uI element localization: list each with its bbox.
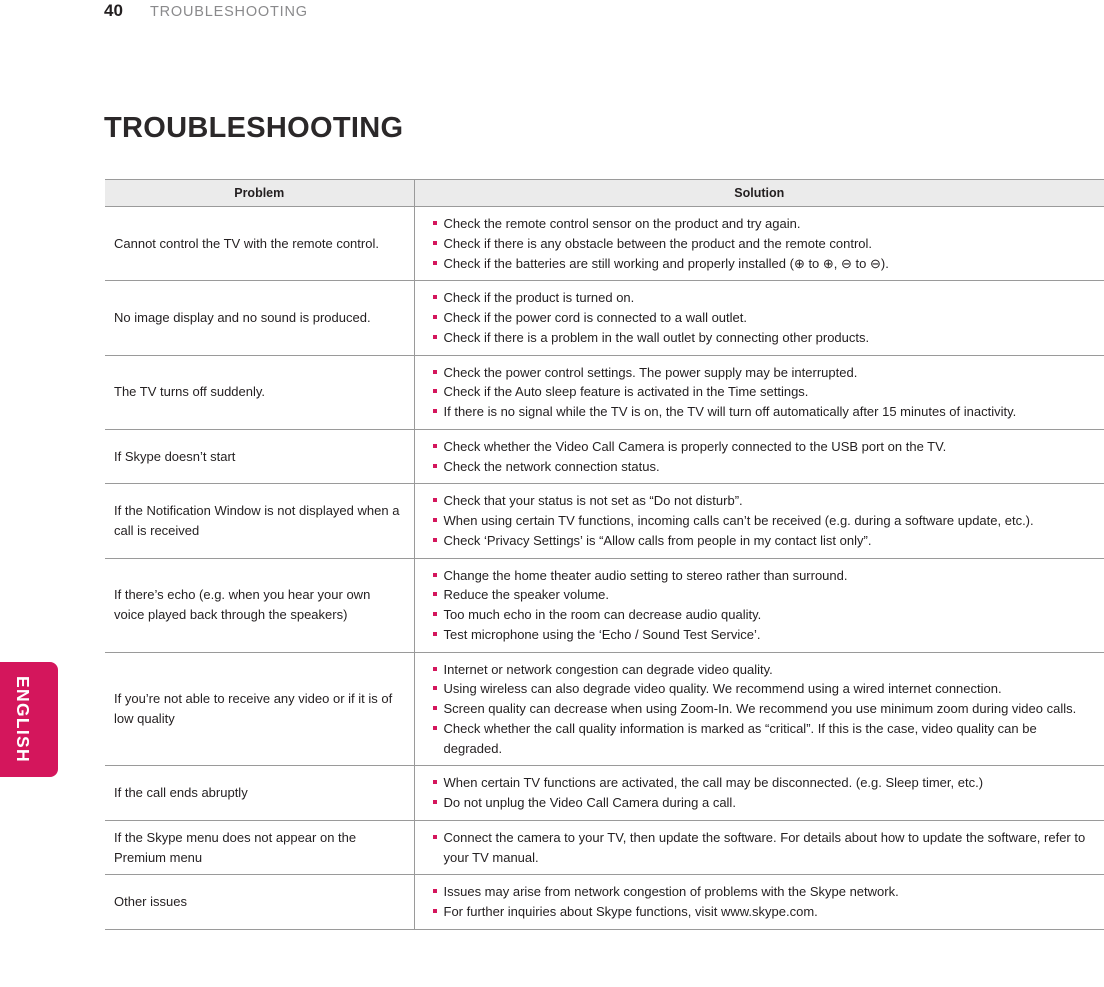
solution-cell [414, 766, 1104, 821]
table-row [105, 429, 1104, 484]
solution-item: Connect the camera to your TV, then update the software. For details about how to update the software, refer to your TV manual. [415, 828, 1097, 868]
problem-cell: If the call ends abruptly [105, 766, 414, 821]
problem-cell: If you’re not able to receive any video or if it is of low quality [105, 652, 414, 766]
running-header [0, 0, 1104, 26]
solution-cell [414, 484, 1104, 558]
solution-item: For further inquiries about Skype functions, visit www.skype.com. [415, 902, 1097, 922]
solution-item: When using certain TV functions, incoming calls can’t be received (e.g. during a software update, etc.). [415, 511, 1097, 531]
language-tab-english [0, 662, 58, 777]
solution-list [415, 214, 1097, 273]
solution-item: Internet or network congestion can degrade video quality. [415, 660, 1097, 680]
table-row [105, 558, 1104, 652]
problem-cell: If there’s echo (e.g. when you hear your own voice played back through the speakers) [105, 558, 414, 652]
page-number: 40 [104, 1, 123, 20]
solution-item: Check whether the call quality information is marked as “critical”. If this is the case, video quality can be degraded. [415, 719, 1097, 759]
solution-item: Check the remote control sensor on the product and try again. [415, 214, 1097, 234]
solution-item: Too much echo in the room can decrease audio quality. [415, 605, 1097, 625]
solution-item: Do not unplug the Video Call Camera during a call. [415, 793, 1097, 813]
table-row [105, 766, 1104, 821]
solution-cell [414, 429, 1104, 484]
problem-cell: If the Skype menu does not appear on the Premium menu [105, 820, 414, 875]
table-header-row [105, 180, 1104, 207]
solution-cell [414, 207, 1104, 281]
solution-list [415, 773, 1097, 813]
solution-list [415, 363, 1097, 422]
solution-item: Check if the power cord is connected to a wall outlet. [415, 308, 1097, 328]
solution-item: When certain TV functions are activated, the call may be disconnected. (e.g. Sleep timer, etc.) [415, 773, 1097, 793]
solution-item: Reduce the speaker volume. [415, 585, 1097, 605]
troubleshooting-table [105, 179, 1104, 930]
table-body [105, 207, 1104, 930]
solution-item: Screen quality can decrease when using Zoom-In. We recommend you use minimum zoom during video calls. [415, 699, 1097, 719]
solution-list [415, 660, 1097, 759]
table-row [105, 652, 1104, 766]
problem-cell: The TV turns off suddenly. [105, 355, 414, 429]
column-header-solution: Solution [414, 180, 1104, 207]
solution-cell [414, 355, 1104, 429]
running-header-title: TROUBLESHOOTING [150, 4, 308, 20]
problem-cell: Cannot control the TV with the remote control. [105, 207, 414, 281]
solution-item: Check that your status is not set as “Do not disturb”. [415, 491, 1097, 511]
solution-cell [414, 652, 1104, 766]
solution-item: Check if there is a problem in the wall outlet by connecting other products. [415, 328, 1097, 348]
solution-item: Test microphone using the ‘Echo / Sound Test Service’. [415, 625, 1097, 645]
solution-cell [414, 558, 1104, 652]
solution-cell [414, 281, 1104, 355]
problem-cell: No image display and no sound is produced. [105, 281, 414, 355]
solution-list [415, 491, 1097, 550]
header-divider-rule [150, 21, 1104, 24]
table-row [105, 484, 1104, 558]
table-row [105, 875, 1104, 930]
solution-item: Using wireless can also degrade video quality. We recommend using a wired internet connection. [415, 679, 1097, 699]
solution-item: Check if the Auto sleep feature is activated in the Time settings. [415, 382, 1097, 402]
solution-list [415, 882, 1097, 922]
solution-list [415, 828, 1097, 868]
table-row [105, 207, 1104, 281]
problem-cell: If the Notification Window is not displayed when a call is received [105, 484, 414, 558]
solution-cell [414, 875, 1104, 930]
language-tab-label: ENGLISH [13, 676, 34, 763]
solution-item: Change the home theater audio setting to stereo rather than surround. [415, 566, 1097, 586]
table-row [105, 281, 1104, 355]
table-header [105, 180, 1104, 207]
table-row [105, 355, 1104, 429]
table-row [105, 820, 1104, 875]
column-header-problem: Problem [105, 180, 414, 207]
problem-cell: If Skype doesn’t start [105, 429, 414, 484]
solution-item: Check if the batteries are still working and properly installed (⊕ to ⊕, ⊖ to ⊖). [415, 254, 1097, 274]
solution-item: If there is no signal while the TV is on, the TV will turn off automatically after 15 minutes of inactivity. [415, 402, 1097, 422]
solution-list [415, 437, 1097, 477]
solution-list [415, 566, 1097, 645]
solution-item: Check whether the Video Call Camera is properly connected to the USB port on the TV. [415, 437, 1097, 457]
problem-cell: Other issues [105, 875, 414, 930]
solution-cell [414, 820, 1104, 875]
solution-item: Check if there is any obstacle between the product and the remote control. [415, 234, 1097, 254]
solution-item: Check the power control settings. The power supply may be interrupted. [415, 363, 1097, 383]
solution-item: Check ‘Privacy Settings’ is “Allow calls from people in my contact list only”. [415, 531, 1097, 551]
page-title: TROUBLESHOOTING [104, 112, 404, 145]
solution-item: Issues may arise from network congestion of problems with the Skype network. [415, 882, 1097, 902]
solution-item: Check if the product is turned on. [415, 288, 1097, 308]
solution-list [415, 288, 1097, 347]
solution-item: Check the network connection status. [415, 457, 1097, 477]
